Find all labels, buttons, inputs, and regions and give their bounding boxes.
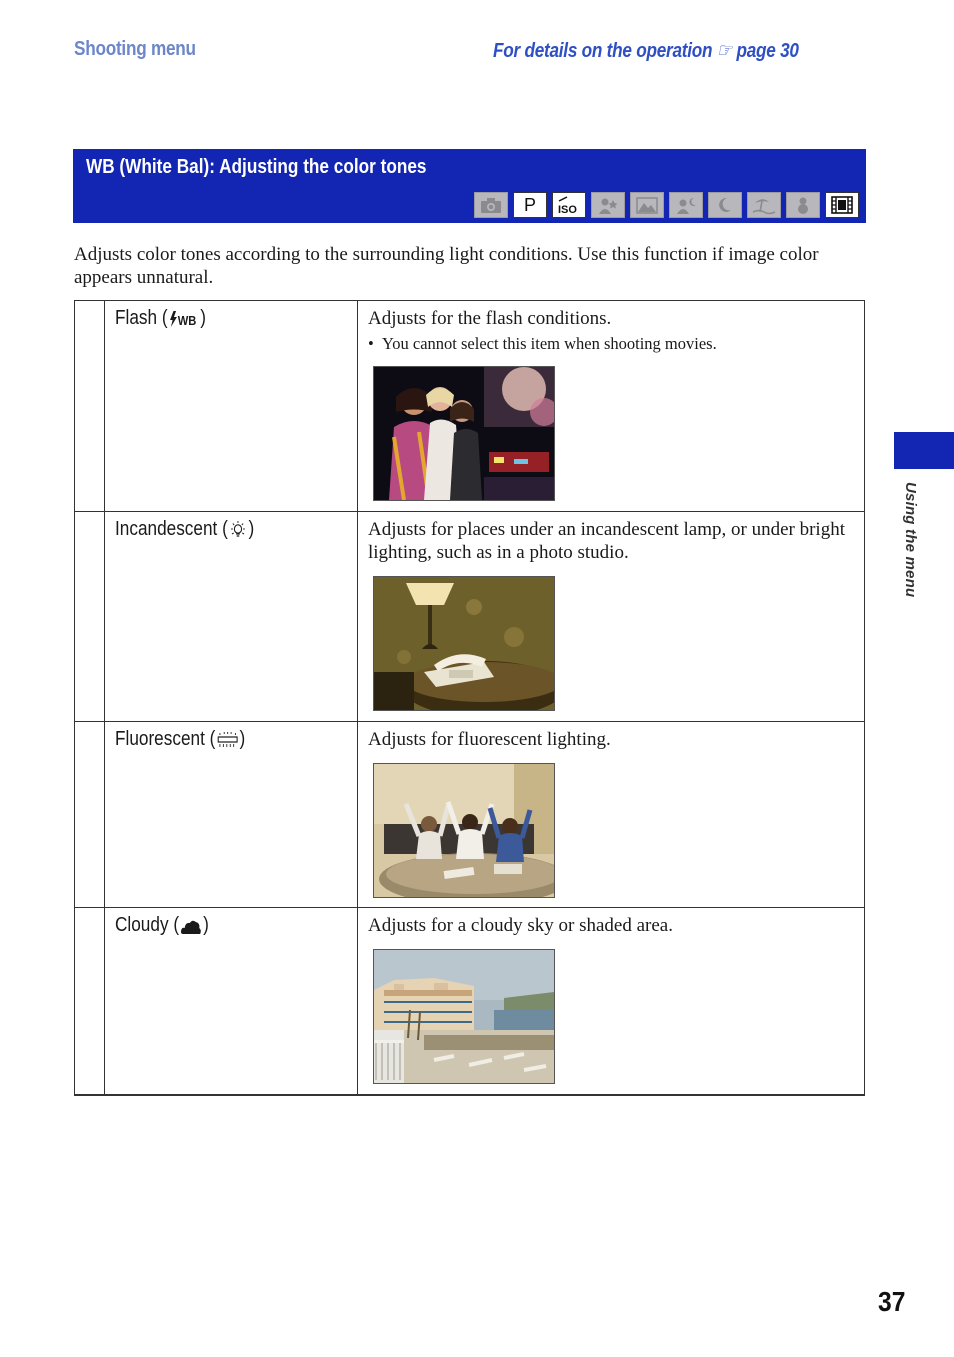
- intro-paragraph: Adjusts color tones according to the surrounding light conditions. Use this function if image color appears unnatural.: [74, 244, 819, 288]
- flash-wb-icon: [168, 310, 199, 328]
- option-name: Incandescent ( ): [115, 518, 255, 540]
- photo-flash-night-party: [373, 366, 555, 501]
- cloudy-icon: [180, 917, 202, 935]
- pointing-hand-icon: ☞: [716, 40, 732, 62]
- option-name: Cloudy ( ): [115, 914, 209, 936]
- movie-icon: [825, 192, 859, 218]
- option-name-cell: [105, 908, 358, 1094]
- option-description: Adjusts for places under an incandescent lamp, or under bright lighting, such as in a photo studio.: [368, 519, 845, 563]
- svg-text:WB: WB: [177, 312, 197, 328]
- row-marker-cell: [75, 301, 105, 511]
- section-title: WB (White Bal): Adjusting the color tones: [86, 156, 427, 178]
- option-name: Flash ( WB ): [115, 307, 206, 329]
- twilight-portrait-icon: [669, 192, 703, 218]
- landscape-icon: [630, 192, 664, 218]
- fluorescent-icon: [216, 731, 238, 749]
- row-marker-cell: [75, 722, 105, 907]
- mode-icon-strip: [474, 192, 859, 218]
- row-marker-cell: [75, 512, 105, 721]
- section-header: Shooting menu: [74, 38, 196, 60]
- option-name-cell: [105, 722, 358, 907]
- option-description-cell: [358, 512, 864, 721]
- page-number: 37: [878, 1286, 906, 1317]
- section-banner: [73, 149, 866, 223]
- program-p-icon: [513, 192, 547, 218]
- option-description-cell: [358, 908, 864, 1094]
- option-description-cell: [358, 301, 864, 511]
- white-balance-table: [74, 300, 865, 1096]
- option-description: Adjusts for fluorescent lighting.: [368, 729, 611, 750]
- snow-icon: [786, 192, 820, 218]
- program-p-label: P: [523, 194, 536, 215]
- reference-prefix: For details on the operation: [493, 40, 713, 62]
- table-row: [75, 908, 864, 1094]
- option-name: Fluorescent ( ): [115, 728, 246, 750]
- camera-auto-icon: [474, 192, 508, 218]
- table-row: [75, 301, 864, 512]
- photo-seaside-hotel: [373, 949, 555, 1084]
- photo-lamp-telephone: [373, 576, 555, 711]
- reference-page-link[interactable]: page 30: [736, 40, 799, 62]
- beach-icon: [747, 192, 781, 218]
- option-description: Adjusts for the flash conditions.: [368, 308, 612, 329]
- chapter-tab-label: Using the menu: [902, 482, 919, 598]
- option-description-cell: [358, 722, 864, 907]
- table-row: [75, 722, 864, 908]
- twilight-icon: [708, 192, 742, 218]
- chapter-tab-marker: [894, 432, 954, 469]
- svg-text:ISO: ISO: [558, 204, 577, 215]
- photo-office-meeting: [373, 763, 555, 898]
- incandescent-icon: [229, 520, 248, 540]
- operation-reference: [493, 38, 799, 63]
- soft-snap-icon: [591, 192, 625, 218]
- option-name-cell: [105, 301, 358, 511]
- option-description: Adjusts for a cloudy sky or shaded area.: [368, 915, 673, 936]
- iso-icon: [552, 192, 586, 218]
- option-note: • You cannot select this item when shooting movies.: [368, 334, 864, 354]
- table-row: [75, 512, 864, 722]
- option-name-cell: [105, 512, 358, 721]
- row-marker-cell: [75, 908, 105, 1094]
